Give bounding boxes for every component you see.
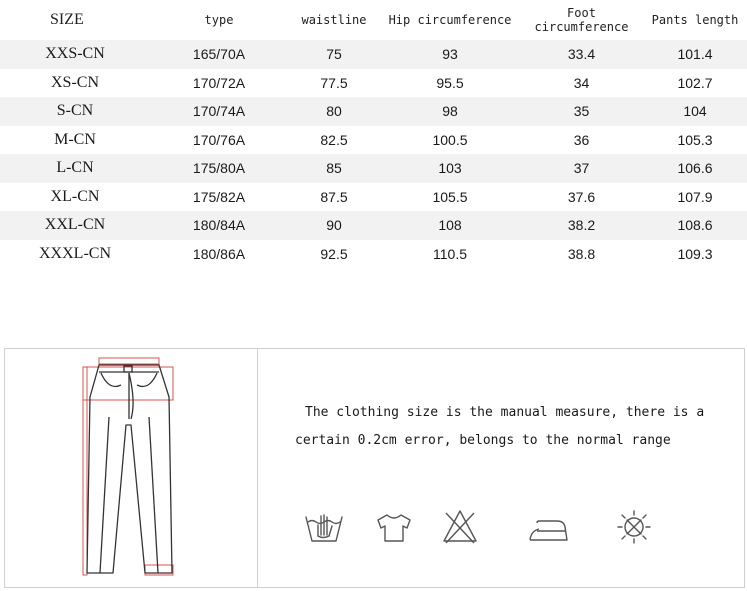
cell-hip: 95.5 [380, 69, 520, 98]
cell-waistline: 92.5 [288, 240, 380, 269]
care-note-line-1: The clothing size is the manual measure, there is a [305, 405, 705, 420]
cell-waistline: 77.5 [288, 69, 380, 98]
cell-size: S-CN [0, 97, 150, 126]
hand-wash-icon [303, 507, 345, 547]
cell-type: 170/76A [150, 126, 288, 155]
care-note [295, 399, 735, 455]
cell-foot: 35 [520, 97, 643, 126]
cell-length: 106.6 [643, 154, 747, 183]
do-not-bleach-icon [439, 507, 481, 547]
cell-waistline: 80 [288, 97, 380, 126]
cell-hip: 100.5 [380, 126, 520, 155]
info-panel [4, 348, 745, 588]
cell-foot: 33.4 [520, 40, 643, 69]
cell-type: 175/82A [150, 183, 288, 212]
size-row [0, 183, 747, 212]
size-row [0, 97, 747, 126]
cell-size: XXL-CN [0, 211, 150, 240]
cell-waistline: 87.5 [288, 183, 380, 212]
cell-hip: 105.5 [380, 183, 520, 212]
cell-type: 180/86A [150, 240, 288, 269]
cell-type: 170/72A [150, 69, 288, 98]
cell-hip: 108 [380, 211, 520, 240]
cell-size: XXS-CN [0, 40, 150, 69]
cell-length: 104 [643, 97, 747, 126]
cell-length: 101.4 [643, 40, 747, 69]
cell-foot: 37.6 [520, 183, 643, 212]
header-hip: Hip circumference [388, 13, 512, 27]
pants-diagram [79, 357, 179, 579]
cell-waistline: 75 [288, 40, 380, 69]
cell-size: XXXL-CN [0, 240, 150, 269]
cell-waistline: 90 [288, 211, 380, 240]
cell-hip: 110.5 [380, 240, 520, 269]
cell-size: M-CN [0, 126, 150, 155]
size-row [0, 154, 747, 183]
panel-divider [257, 349, 258, 587]
cell-type: 170/74A [150, 97, 288, 126]
cell-length: 102.7 [643, 69, 747, 98]
header-waistline: waistline [301, 13, 367, 27]
cell-length: 109.3 [643, 240, 747, 269]
size-row [0, 211, 747, 240]
size-chart-table [0, 0, 747, 268]
cell-size: XS-CN [0, 69, 150, 98]
cell-foot: 36 [520, 126, 643, 155]
cell-hip: 103 [380, 154, 520, 183]
cell-foot: 38.2 [520, 211, 643, 240]
cell-foot: 38.8 [520, 240, 643, 269]
do-not-tumble-dry-icon [613, 507, 655, 547]
size-row [0, 126, 747, 155]
care-icons [303, 507, 743, 547]
cell-length: 108.6 [643, 211, 747, 240]
shirt-icon [373, 507, 415, 547]
cell-length: 105.3 [643, 126, 747, 155]
cell-hip: 98 [380, 97, 520, 126]
cell-size: XL-CN [0, 183, 150, 212]
cell-length: 107.9 [643, 183, 747, 212]
header-foot: Foot circumference [534, 6, 629, 34]
cell-waistline: 82.5 [288, 126, 380, 155]
cell-type: 165/70A [150, 40, 288, 69]
header-size: SIZE [50, 11, 84, 28]
cell-type: 175/80A [150, 154, 288, 183]
cell-type: 180/84A [150, 211, 288, 240]
cell-size: L-CN [0, 154, 150, 183]
cell-waistline: 85 [288, 154, 380, 183]
cell-hip: 93 [380, 40, 520, 69]
cell-foot: 37 [520, 154, 643, 183]
size-row [0, 40, 747, 69]
iron-icon [527, 507, 569, 547]
size-chart-header-row [0, 0, 747, 40]
header-length: Pants length [651, 13, 739, 27]
size-row [0, 240, 747, 269]
cell-foot: 34 [520, 69, 643, 98]
care-note-line-2: certain 0.2cm error, belongs to the normal range [295, 433, 671, 448]
size-row [0, 69, 747, 98]
header-type: type [204, 13, 234, 27]
